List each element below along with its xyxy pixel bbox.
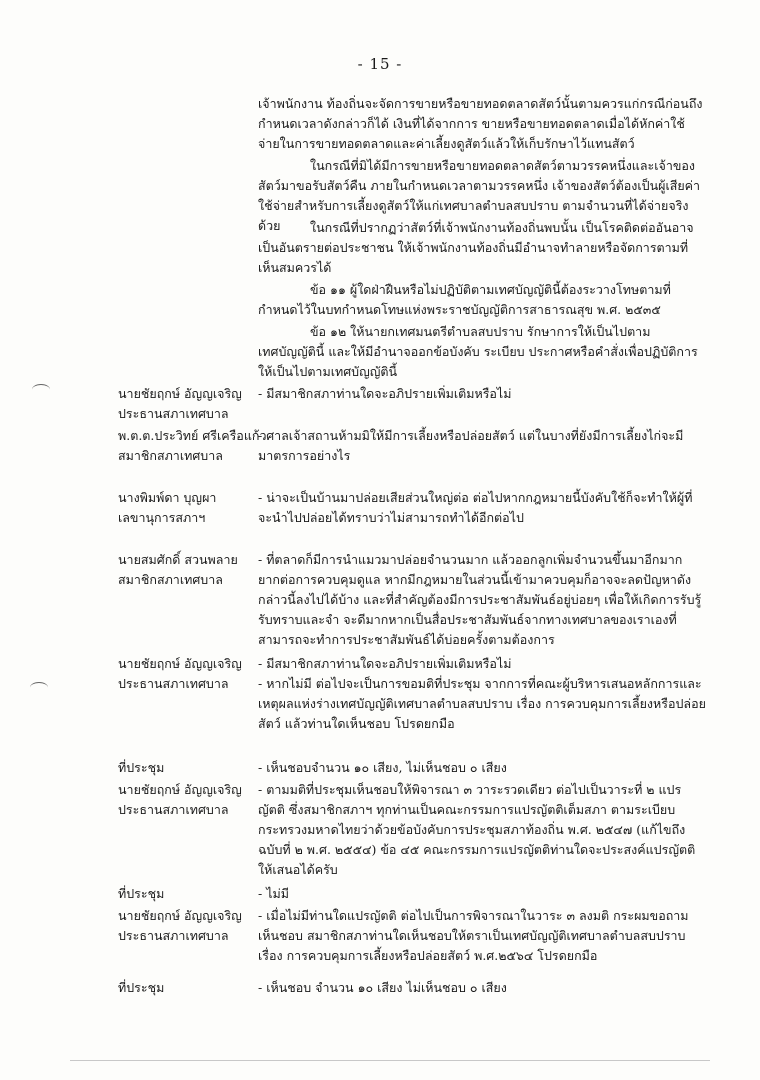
speech-text: - เมื่อไม่มีท่านใดแปรญัตติ ต่อไปเป็นการพิจารณาในวาระ ๓ ลงมติ กระผมขอถามเห็นชอบ สมาชิกสภาท่านใดเห็นชอบให้ตราเป็นเทศบัญญัติเทศบาลตำบลสบปราบ เรื่อง การควบคุมการเลี้ยงหรือปล่อยสัตว์ พ.ศ.๒๕๖๔ โปรดยกมือ <box>258 908 689 963</box>
speaker-block <box>118 384 253 424</box>
speech-text: - ตามมติที่ประชุมเห็นชอบให้พิจารณา ๓ วาระรวดเดียว ต่อไปเป็นวาระที่ ๒ แปรญัตติ ซึ่งสมาชิกสภาฯ ทุกท่านเป็นคณะกรรมการแปรญัตติเต็มสภา ตามระเบียบกระทรวงมหาดไทยว่าด้วยข้อบังคับการประชุมสภาท้องถิ่น พ.ศ. ๒๕๔๗ (แก้ไขถึงฉบับที่ ๒ พ.ศ. ๒๕๕๔) ข้อ ๔๕ คณะกรรมการแปรญัตติท่านใดจะประสงค์แปรญัตติให้เสนอได้ครับ <box>258 782 696 877</box>
speaker-block <box>118 550 253 590</box>
speech-text: - มีสมาชิกสภาท่านใดจะอภิปรายเพิ่มเติมหรือไม่ <box>258 386 512 401</box>
speaker-role: เลขานุการสภาฯ <box>118 510 206 525</box>
speech-text: - เห็นชอบ จำนวน ๑๐ เสียง ไม่เห็นชอบ ๐ เสียง <box>258 980 507 995</box>
speaker-block <box>118 884 253 904</box>
speaker-role: สมาชิกสภาเทศบาล <box>118 572 223 587</box>
speaker-name: นางพิมพ์ดา บุญผา <box>118 490 217 505</box>
punch-hole-mark <box>32 384 50 395</box>
speaker-name: นายชัยฤกษ์ อัญญเจริญ <box>118 908 242 923</box>
speaker-block <box>118 780 253 820</box>
speaker-block <box>118 978 253 998</box>
speech-text: - ที่ตลาดก็มีการนำแมวมาปล่อยจำนวนมาก แล้วออกลูกเพิ่มจำนวนขึ้นมาอีกมาก ยากต่อการควบคุมดูแล หากมีกฎหมายในส่วนนี้เข้ามาควบคุมก็อาจจะลดปัญหาดังกล่าวนี้ลงไปได้บ้าง และที่สำคัญต้องมีการประชาสัมพันธ์อยู่บ่อยๆ เพื่อให้เกิดการรับรู้รับทราบและจำ จะดีมากหากเป็นสื่อประชาสัมพันธ์จากทางเทศบาลของเราเองที่สามารถจะทำการประชาสัมพันธ์ได้บ่อยครั้งตามต้องการ <box>258 552 702 647</box>
speech-text: - ศาลเจ้าสถานห้ามมิให้มีการเลี้ยงหรือปล่อยสัตว์ แต่ในบางที่ยังมีการเลี้ยงไก่จะมีมาตรการอย่างไร <box>258 428 684 463</box>
speaker-block <box>118 426 267 466</box>
speech-line: - มีสมาชิกสภาท่านใดจะอภิปรายเพิ่มเติมหรือไม่ <box>258 656 512 671</box>
speaker-name: ที่ประชุม <box>118 980 165 995</box>
speaker-name: นายสมศักดิ์ สวนพลาย <box>118 552 238 567</box>
speaker-block <box>118 906 253 946</box>
speech-text: - น่าจะเป็นบ้านมาปล่อยเสียส่วนใหญ่ต่อ ต่อไปหากกฎหมายนี้บังคับใช้ก็จะทำให้ผู้ที่จะนำไปปล่อยได้ทราบว่าไม่สามารถทำได้อีกต่อไป <box>258 490 693 525</box>
paragraph-continuation: เจ้าพนักงาน ท้องถิ่นจะจัดการขายหรือขายทอดตลาดสัตว์นั้นตามควรแก่กรณีก่อนถึงกำหนดเวลาดังกล่าวก็ได้ เงินที่ได้จากการ ขายหรือขายทอดตลาดเมื่อได้หักค่าใช้จ่ายในการขายทอดตลาดและค่าเลี้ยงดูสัตว์แล้วให้เก็บรักษาไว้แทนสัตว์ <box>258 96 703 151</box>
paragraph-article-12: ข้อ ๑๒ ให้นายกเทศมนตรีตำบลสบปราบ รักษาการให้เป็นไปตามเทศบัญญัตินี้ และให้มีอำนาจออกข้อบังคับ ระเบียบ ประกาศหรือคำสั่งเพื่อปฏิบัติการให้เป็นไปตามเทศบัญญัตินี้ <box>258 324 698 379</box>
paragraph-article-11: ข้อ ๑๑ ผู้ใดฝ่าฝืนหรือไม่ปฏิบัติตามเทศบัญญัตินี้ต้องระวางโทษตามที่กำหนดไว้ในบทกำหนดโทษแห่งพระราชบัญญัติการสาธารณสุข พ.ศ. ๒๕๓๕ <box>258 282 671 317</box>
speaker-role: ประธานสภาเทศบาล <box>118 928 229 943</box>
speaker-name: ที่ประชุม <box>118 760 165 775</box>
speaker-name: นายชัยฤกษ์ อัญญเจริญ <box>118 782 242 797</box>
page-bottom-edge <box>70 1060 710 1061</box>
paragraph-sale-refund: ในกรณีที่มิได้มีการขายหรือขายทอดตลาดสัตว์ตามวรรคหนึ่งและเจ้าของสัตว์มาขอรับสัตว์คืน ภายในกำหนดเวลาตามวรรคหนึ่ง เจ้าของสัตว์ต้องเป็นผู้เสียค่าใช้จ่ายสำหรับการเลี้ยงดูสัตว์ให้แก่เทศบาลตำบลสบปราบ ตามจำนวนที่ได้จ่ายจริงด้วย <box>258 158 701 233</box>
speaker-name: นายชัยฤกษ์ อัญญเจริญ <box>118 386 242 401</box>
speaker-name: นายชัยฤกษ์ อัญญเจริญ <box>118 656 242 671</box>
speech-text: - เห็นชอบจำนวน ๑๐ เสียง, ไม่เห็นชอบ ๐ เสียง <box>258 760 507 775</box>
page-number: - 15 - <box>357 55 403 73</box>
speech-text <box>258 654 706 734</box>
punch-hole-mark <box>30 682 48 693</box>
speaker-name: ที่ประชุม <box>118 886 165 901</box>
speaker-role: ประธานสภาเทศบาล <box>118 406 229 421</box>
speaker-name: พ.ต.ต.ประวิทย์ ศรีเครือแก้ว <box>118 428 267 443</box>
speech-text: - ไม่มี <box>258 886 289 901</box>
speaker-block <box>118 488 253 528</box>
paragraph-contagious-animal: ในกรณีที่ปรากฏว่าสัตว์ที่เจ้าพนักงานท้องถิ่นพบนั้น เป็นโรคติดต่ออันอาจเป็นอันตรายต่อประชาชน ให้เจ้าพนักงานท้องถิ่นมีอำนาจทำลายหรือจัดการตามที่เห็นสมควรได้ <box>258 220 694 275</box>
speaker-role: ประธานสภาเทศบาล <box>118 676 229 691</box>
speaker-block <box>118 758 253 778</box>
speaker-block <box>118 654 253 694</box>
speaker-role: ประธานสภาเทศบาล <box>118 802 229 817</box>
speech-line: - หากไม่มี ต่อไปจะเป็นการขอมติที่ประชุม จากการที่คณะผู้บริหารเสนอหลักการและเหตุผลแห่งร่างเทศบัญญัติเทศบาลตำบลสบปราบ เรื่อง การควบคุมการเลี้ยงหรือปล่อยสัตว์ แล้วท่านใดเห็นชอบ โปรดยกมือ <box>258 676 706 731</box>
speaker-role: สมาชิกสภาเทศบาล <box>118 448 223 463</box>
